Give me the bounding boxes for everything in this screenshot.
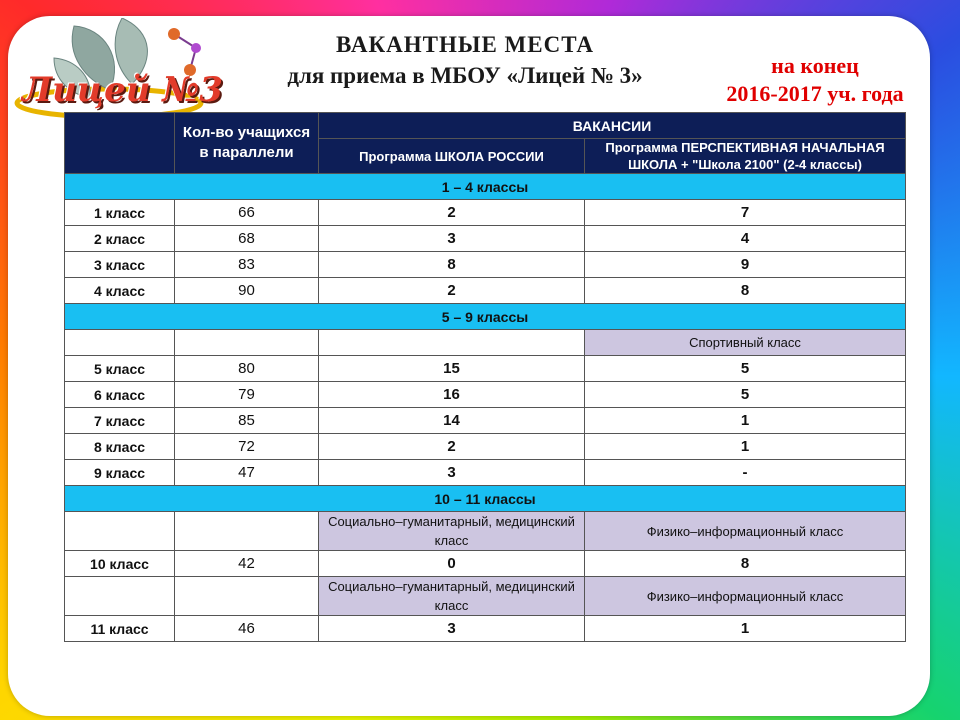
student-count: 83: [175, 252, 319, 278]
logo-text: Лицей №3: [22, 70, 223, 110]
table-row: [65, 382, 906, 408]
header-program-2: Программа ПЕРСПЕКТИВНАЯ НАЧАЛЬНАЯ ШКОЛА + "Школа 2100" (2-4 классы): [585, 139, 906, 174]
vacancy-program-1: 3: [319, 616, 585, 642]
grade-label: 10 класс: [65, 551, 175, 577]
grade-label: 8 класс: [65, 434, 175, 460]
header-program-1: Программа ШКОЛА РОССИИ: [319, 139, 585, 174]
sport-class-label: Спортивный класс: [585, 330, 906, 356]
grade-label: 5 класс: [65, 356, 175, 382]
vacancy-program-2: 9: [585, 252, 906, 278]
student-count: 46: [175, 616, 319, 642]
table-row: [65, 278, 906, 304]
table-row: [65, 434, 906, 460]
vacancy-program-2: -: [585, 460, 906, 486]
empty-cell: [65, 330, 175, 356]
table-row: [65, 252, 906, 278]
grade-label: 6 класс: [65, 382, 175, 408]
grade-label: 4 класс: [65, 278, 175, 304]
vacancy-program-2: 4: [585, 226, 906, 252]
student-count: 85: [175, 408, 319, 434]
grade-label: 11 класс: [65, 616, 175, 642]
vacancy-program-1: 0: [319, 551, 585, 577]
social-class-label: Социально–гуманитарный, медицинский класс: [319, 577, 585, 616]
vacancy-program-2: 8: [585, 551, 906, 577]
vacancy-program-1: 14: [319, 408, 585, 434]
vacancy-program-1: 2: [319, 434, 585, 460]
section-5-9: 5 – 9 классы: [65, 304, 906, 330]
table-row: [65, 616, 906, 642]
social-class-label: Социально–гуманитарный, медицинский класс: [319, 512, 585, 551]
physics-class-label: Физико–информационный класс: [585, 577, 906, 616]
vacancy-program-2: 5: [585, 382, 906, 408]
grade-label: 3 класс: [65, 252, 175, 278]
date-line-1: на конец: [771, 53, 859, 78]
subheader-row: [65, 512, 906, 551]
header-vacancies: ВАКАНСИИ: [319, 113, 906, 139]
student-count: 68: [175, 226, 319, 252]
student-count: 42: [175, 551, 319, 577]
title-line-2: для приема в МБОУ «Лицей № 3»: [287, 63, 643, 88]
student-count: 47: [175, 460, 319, 486]
student-count: 66: [175, 200, 319, 226]
student-count: 72: [175, 434, 319, 460]
vacancy-program-2: 7: [585, 200, 906, 226]
vacancy-program-2: 1: [585, 616, 906, 642]
empty-cell: [175, 577, 319, 616]
section-10-11: 10 – 11 классы: [65, 486, 906, 512]
vacancy-program-1: 2: [319, 278, 585, 304]
student-count: 80: [175, 356, 319, 382]
vacancy-program-1: 3: [319, 226, 585, 252]
vacancy-program-2: 5: [585, 356, 906, 382]
table-row: [65, 226, 906, 252]
vacancy-program-2: 1: [585, 434, 906, 460]
grade-label: 9 класс: [65, 460, 175, 486]
table-row: [65, 408, 906, 434]
vacancies-table: [64, 112, 906, 642]
student-count: 90: [175, 278, 319, 304]
table-row: [65, 356, 906, 382]
subheader-row: [65, 330, 906, 356]
empty-cell: [175, 512, 319, 551]
vacancy-program-1: 16: [319, 382, 585, 408]
empty-cell: [65, 512, 175, 551]
empty-cell: [319, 330, 585, 356]
vacancy-program-1: 2: [319, 200, 585, 226]
header-count: Кол-во учащихся в параллели: [175, 113, 319, 174]
empty-cell: [65, 577, 175, 616]
student-count: 79: [175, 382, 319, 408]
header-empty: [65, 113, 175, 174]
empty-cell: [175, 330, 319, 356]
table-row: [65, 551, 906, 577]
vacancy-program-1: 15: [319, 356, 585, 382]
subheader-row: [65, 577, 906, 616]
table-row: [65, 200, 906, 226]
date-line-2: 2016-2017 уч. года: [726, 81, 904, 106]
date-label: [700, 52, 930, 108]
physics-class-label: Физико–информационный класс: [585, 512, 906, 551]
grade-label: 2 класс: [65, 226, 175, 252]
vacancy-program-2: 8: [585, 278, 906, 304]
vacancy-program-2: 1: [585, 408, 906, 434]
page-title: [230, 30, 700, 92]
grade-label: 1 класс: [65, 200, 175, 226]
vacancy-program-1: 8: [319, 252, 585, 278]
title-line-1: ВАКАНТНЫЕ МЕСТА: [335, 32, 595, 57]
section-1-4: 1 – 4 классы: [65, 174, 906, 200]
table-row: [65, 460, 906, 486]
vacancy-program-1: 3: [319, 460, 585, 486]
grade-label: 7 класс: [65, 408, 175, 434]
